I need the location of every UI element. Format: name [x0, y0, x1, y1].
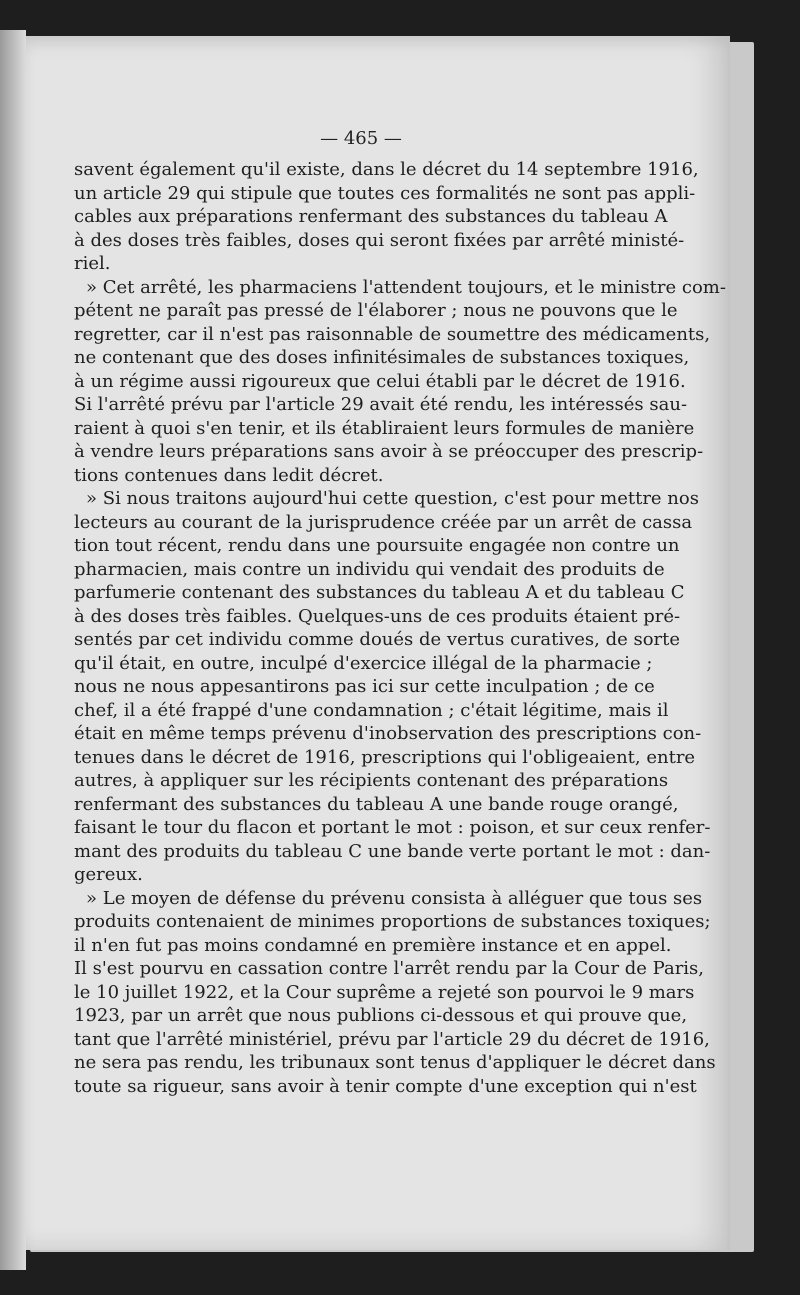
text-line: tenues dans le décret de 1916, prescriptions qui l'obligeaient, entre: [74, 746, 696, 768]
text-line: à un régime aussi rigoureux que celui établi par le décret de 1916.: [74, 370, 686, 392]
book-page: [26, 36, 730, 1250]
text-line: était en même temps prévenu d'inobservation des prescriptions con-: [74, 723, 702, 744]
paragraph: [74, 487, 711, 887]
text-line: un article 29 qui stipule que toutes ces formalités ne sont pas appli-: [74, 182, 696, 204]
text-line: regretter, car il n'est pas raisonnable de soumettre des médicaments,: [74, 323, 711, 345]
text-line: Si l'arrêté prévu par l'article 29 avait été rendu, les intéressés sau-: [74, 394, 688, 415]
text-line: savent également qu'il existe, dans le décret du 14 septembre 1916,: [74, 159, 699, 180]
text-line: pétent ne paraît pas pressé de l'élaborer ; nous ne pouvons que le: [74, 300, 678, 321]
text-line: » Si nous traitons aujourd'hui cette question, c'est pour mettre nos: [86, 488, 699, 509]
text-line: renfermant des substances du tableau A une bande rouge orangé,: [74, 793, 679, 815]
paragraph: [74, 276, 726, 488]
text-line: ne contenant que des doses infinitésimales de substances toxiques,: [74, 347, 690, 368]
text-line: riel.: [74, 253, 111, 274]
text-line: toute sa rigueur, sans avoir à tenir compte d'une exception qui n'est: [74, 1075, 697, 1097]
text-line: chef, il a été frappé d'une condamnation ; c'était légitime, mais il: [74, 699, 669, 721]
text-line: le 10 juillet 1922, et la Cour suprême a rejeté son pourvoi le 9 mars: [74, 981, 695, 1003]
text-line: à des doses très faibles. Quelques-uns de ces produits étaient pré-: [74, 605, 681, 627]
body-text: [74, 158, 726, 1098]
text-line: Il s'est pourvu en cassation contre l'arrêt rendu par la Cour de Paris,: [74, 958, 705, 979]
text-line: lecteurs au courant de la jurisprudence créée par un arrêt de cassa: [74, 511, 693, 533]
text-line: raient à quoi s'en tenir, et ils établiraient leurs formules de manière: [74, 417, 695, 439]
text-line: à vendre leurs préparations sans avoir à se préoccuper des prescrip-: [74, 441, 704, 462]
text-line: nous ne nous appesantirons pas ici sur cette inculpation ; de ce: [74, 676, 655, 697]
facing-page-edge: [0, 30, 26, 1270]
text-line: parfumerie contenant des substances du tableau A et du tableau C: [74, 582, 685, 603]
paragraph: [74, 158, 699, 276]
text-line: pharmacien, mais contre un individu qui vendait des produits de: [74, 558, 665, 580]
text-line: mant des produits du tableau C une bande verte portant le mot : dan-: [74, 840, 711, 862]
text-line: à des doses très faibles, doses qui seront fixées par arrêté ministé-: [74, 229, 685, 251]
text-line: tion tout récent, rendu dans une poursuite engagée non contre un: [74, 535, 680, 556]
text-line: faisant le tour du flacon et portant le mot : poison, et sur ceux renfer-: [74, 817, 711, 838]
text-line: sentés par cet individu comme doués de vertus curatives, de sorte: [74, 629, 681, 650]
text-line: 1923, par un arrêt que nous publions ci-dessous et qui prouve que,: [74, 1005, 688, 1026]
text-line: tions contenues dans ledit décret.: [74, 464, 384, 486]
text-line: » Le moyen de défense du prévenu consista à alléguer que tous ses: [86, 887, 703, 909]
text-line: produits contenaient de minimes proportions de substances toxiques;: [74, 911, 711, 932]
text-line: gereux.: [74, 864, 143, 885]
paragraph: [74, 887, 716, 1099]
text-line: cables aux préparations renfermant des substances du tableau A: [74, 206, 668, 227]
page-number: — 465 —: [320, 128, 402, 149]
text-line: » Cet arrêté, les pharmaciens l'attendent toujours, et le ministre com-: [86, 276, 726, 298]
text-line: tant que l'arrêté ministériel, prévu par l'article 29 du décret de 1916,: [74, 1028, 710, 1050]
text-line: ne sera pas rendu, les tribunaux sont tenus d'appliquer le décret dans: [74, 1052, 716, 1073]
text-line: autres, à appliquer sur les récipients contenant des préparations: [74, 770, 669, 791]
text-line: qu'il était, en outre, inculpé d'exercice illégal de la pharmacie ;: [74, 652, 653, 674]
text-line: il n'en fut pas moins condamné en première instance et en appel.: [74, 934, 672, 956]
